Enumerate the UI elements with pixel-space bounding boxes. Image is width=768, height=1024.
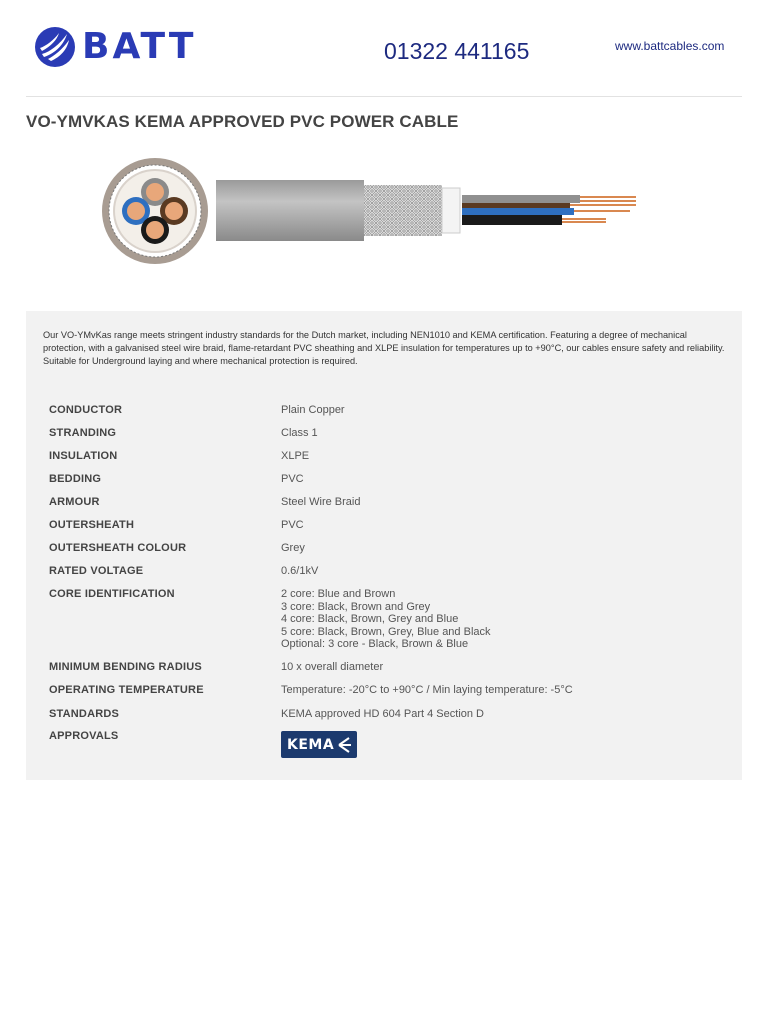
page-header bbox=[0, 0, 768, 97]
kema-badge bbox=[281, 731, 357, 758]
spec-label-conductor: CONDUCTOR bbox=[49, 404, 123, 416]
spec-label-operating-temperature: OPERATING TEMPERATURE bbox=[49, 684, 204, 696]
kema-logo-text: KEMA bbox=[287, 736, 335, 753]
cable-image bbox=[100, 155, 660, 267]
spec-value-standards: KEMA approved HD 604 Part 4 Section D bbox=[281, 708, 484, 720]
header-divider bbox=[26, 96, 742, 97]
spec-label-stranding: STRANDING bbox=[49, 427, 117, 439]
website-link[interactable]: www.battcables.com bbox=[615, 39, 725, 53]
spec-label-outersheath: OUTERSHEATH bbox=[49, 519, 135, 531]
phone-number[interactable]: 01322 441165 bbox=[384, 38, 530, 64]
spec-label-rated-voltage: RATED VOLTAGE bbox=[49, 565, 144, 577]
spec-label-standards: STANDARDS bbox=[49, 708, 120, 720]
batt-logo[interactable] bbox=[34, 26, 196, 68]
batt-logo-icon bbox=[34, 26, 76, 68]
spec-value-stranding: Class 1 bbox=[281, 427, 318, 439]
spec-value-core-identification: 2 core: Blue and Brown 3 core: Black, Brown and Grey 4 core: Black, Brown, Grey and Blue 5 core: Black, Brown, Grey, Blue and Black Optional: 3 core - Black, Brown & Blue bbox=[281, 588, 491, 650]
spec-label-approvals: APPROVALS bbox=[49, 730, 119, 742]
brand-name: BATT bbox=[82, 26, 197, 67]
spec-value-outersheath: PVC bbox=[281, 519, 304, 531]
intro-text: Our VO-YMvKas range meets stringent industry standards for the Dutch market, including NEN1010 and KEMA certification. Featuring a degree of mechanical protection, with a galvanised steel wire braid, flame-retardant PVC sheathing and XLPE insulation for temperatures up to +90°C, our cables ensure safety and reliability. Suitable for Underground laying and where mechanical protection is required. bbox=[43, 330, 725, 366]
product-title: VO-YMVKAS KEMA APPROVED PVC POWER CABLE bbox=[26, 112, 459, 131]
spec-label-outersheath-colour: OUTERSHEATH COLOUR bbox=[49, 542, 187, 554]
spec-value-armour: Steel Wire Braid bbox=[281, 496, 361, 508]
spec-value-outersheath-colour: Grey bbox=[281, 542, 305, 554]
spec-value-rated-voltage: 0.6/1kV bbox=[281, 565, 319, 577]
kema-logo-icon bbox=[336, 736, 354, 754]
spec-value-conductor: Plain Copper bbox=[281, 404, 345, 416]
spec-label-insulation: INSULATION bbox=[49, 450, 118, 462]
spec-label-core-identification: CORE IDENTIFICATION bbox=[49, 588, 175, 600]
spec-panel bbox=[26, 311, 742, 780]
spec-value-insulation: XLPE bbox=[281, 450, 310, 462]
spec-label-min-bending-radius: MINIMUM BENDING RADIUS bbox=[49, 661, 202, 673]
spec-label-bedding: BEDDING bbox=[49, 473, 102, 485]
spec-label-armour: ARMOUR bbox=[49, 496, 100, 508]
spec-value-operating-temperature: Temperature: -20°C to +90°C / Min laying temperature: -5°C bbox=[281, 684, 573, 696]
spec-value-bedding: PVC bbox=[281, 473, 304, 485]
spec-value-min-bending-radius: 10 x overall diameter bbox=[281, 661, 384, 673]
